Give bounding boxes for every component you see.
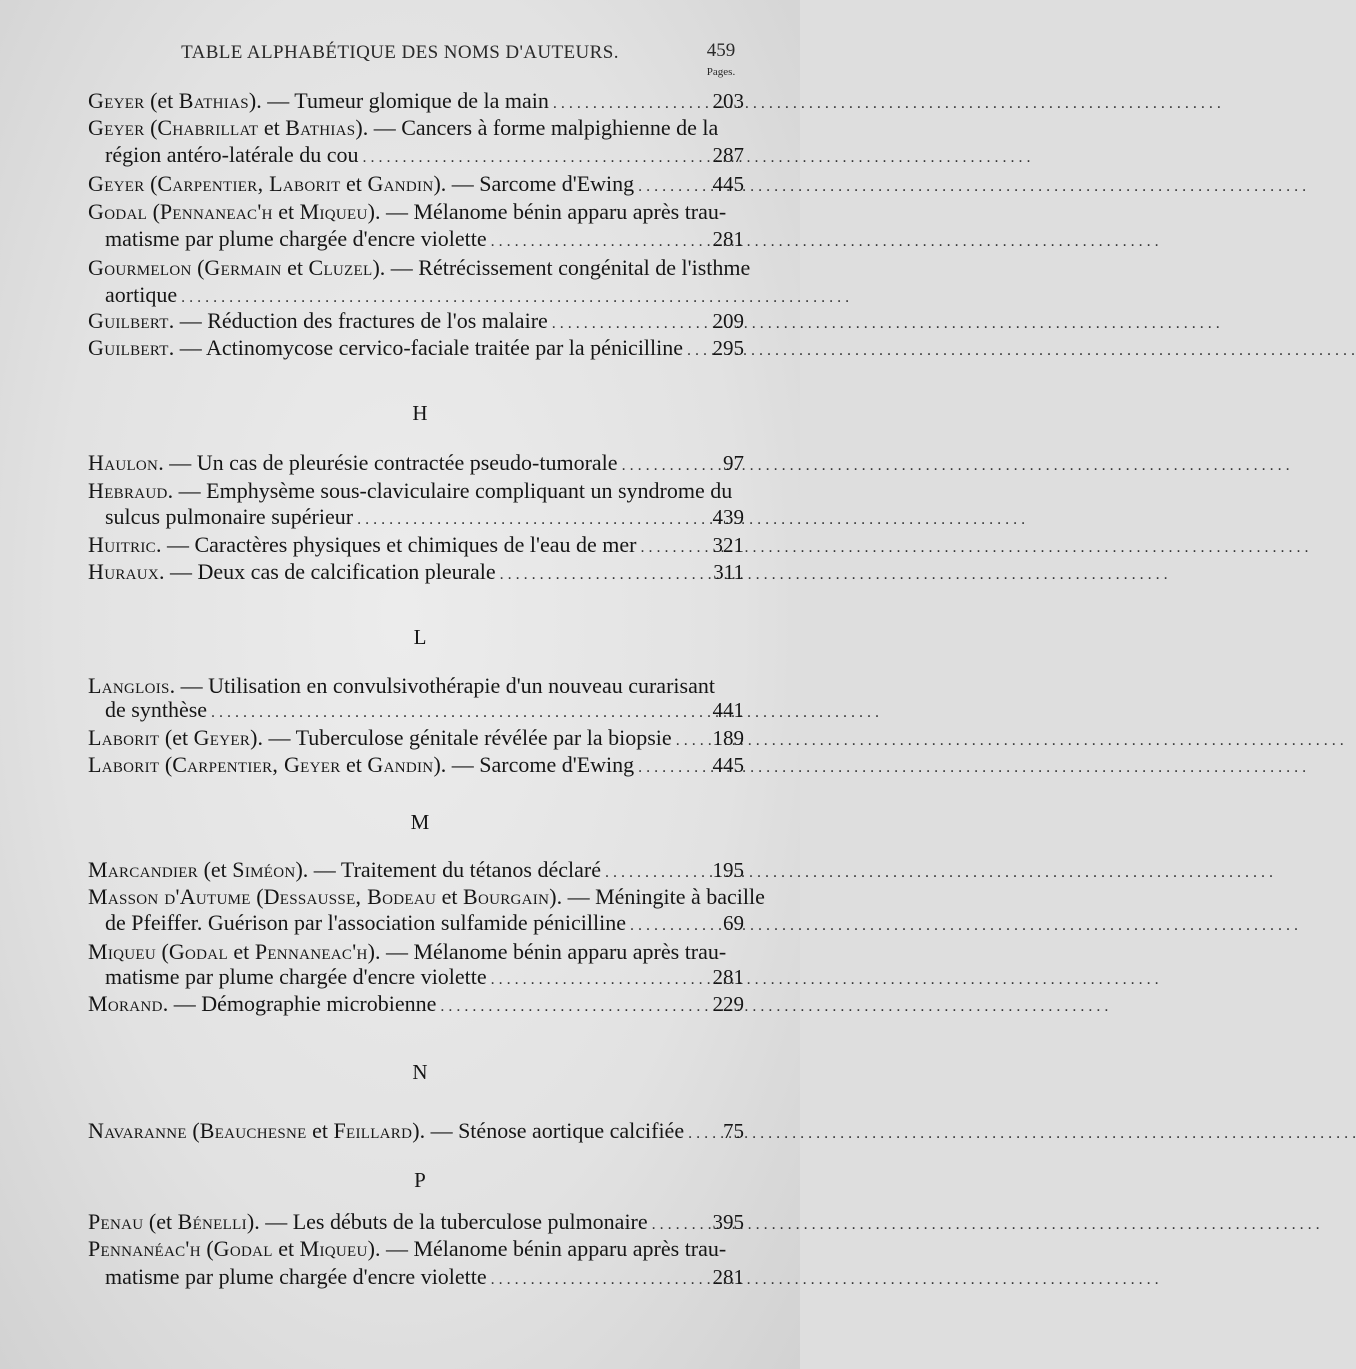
index-entry-line	[88, 750, 693, 780]
section-letter: L	[413, 625, 427, 649]
author-name: Geyer	[193, 725, 251, 750]
entry-text: ). — Sténose aortique calcifiée	[412, 1118, 685, 1143]
entry-page-number: 395	[712, 1210, 744, 1234]
author-name: Marcandier	[88, 857, 199, 882]
entry-text: ). — Cancers à forme malpighienne de la	[355, 115, 719, 140]
entry-text: et	[340, 752, 368, 777]
entry-page-number: 441	[712, 698, 744, 722]
index-entry-line	[105, 695, 693, 725]
author-name: Laborit	[88, 752, 160, 777]
entry-text: (et	[144, 88, 179, 113]
entry-page-number: 203	[712, 89, 744, 113]
author-name: Penau	[88, 1209, 144, 1234]
entry-text: (et	[198, 857, 233, 882]
author-name: Huraux	[88, 559, 160, 584]
entry-page-number: 445	[712, 753, 744, 777]
entry-text: (et	[143, 1209, 178, 1234]
author-name: Pennaneac'h	[159, 199, 273, 224]
entry-text: (et	[159, 725, 194, 750]
running-title: TABLE ALPHABÉTIQUE DES NOMS D'AUTEURS.	[181, 42, 619, 63]
author-name: Guilbert	[88, 335, 169, 360]
entry-text: . — Actinomycose cervico-faciale traitée par la pénicilline	[168, 335, 684, 360]
entry-text: de Pfeiffer. Guérison par l'association sulfamide pénicilline	[105, 910, 627, 935]
entry-page-number: 281	[712, 227, 744, 251]
author-name: Miqueu	[299, 199, 368, 224]
author-name: Haulon	[88, 450, 159, 475]
author-name: Bénelli	[177, 1209, 247, 1234]
author-name: Pennanéac'h	[88, 1236, 201, 1261]
entry-page-number: 69	[723, 911, 744, 935]
author-name: Gandin	[367, 752, 434, 777]
entry-text: (	[144, 115, 158, 140]
author-name: Miqueu	[88, 939, 157, 964]
author-name: Feillard	[333, 1118, 413, 1143]
index-entry-line	[105, 502, 693, 532]
entry-text: ). — Les débuts de la tuberculose pulmonaire	[246, 1209, 648, 1234]
author-name: Siméon	[232, 857, 296, 882]
entry-page-number: 75	[723, 1119, 744, 1143]
entry-text: ). — Mélanome bénin apparu après trau-	[367, 1236, 727, 1261]
page-number: 459	[706, 40, 736, 61]
index-entry-line	[105, 224, 693, 254]
author-name: Bathias	[285, 115, 356, 140]
entry-text: (	[186, 1118, 200, 1143]
author-name: Masson d'Autume	[88, 884, 251, 909]
entry-text: matisme par plume chargée d'encre violette	[105, 964, 487, 989]
entry-text: ). — Traitement du tétanos déclaré	[295, 857, 601, 882]
entry-text: (	[144, 171, 158, 196]
index-entry-line	[88, 855, 693, 885]
author-name: Chabrillat	[157, 115, 259, 140]
index-entry-line	[88, 723, 693, 753]
entry-page-number: 281	[712, 965, 744, 989]
author-name: Gandin	[367, 171, 434, 196]
section-letter: P	[414, 1168, 426, 1192]
entry-page-number: 445	[712, 172, 744, 196]
author-name: Pennaneac'h	[254, 939, 368, 964]
entry-page-number: 321	[712, 533, 744, 557]
index-entry-line	[88, 1207, 693, 1237]
entry-page-number: 195	[712, 858, 744, 882]
entry-text: (	[250, 884, 264, 909]
author-name: Bathias	[178, 88, 249, 113]
entry-text: ). — Mélanome bénin apparu après trau-	[367, 939, 727, 964]
entry-text: ). — Tumeur glomique de la main	[248, 88, 549, 113]
entry-text: et	[272, 199, 300, 224]
entry-page-number: 281	[712, 1265, 744, 1289]
entry-text: ). — Mélanome bénin apparu après trau-	[367, 199, 727, 224]
author-name: Geyer	[88, 171, 145, 196]
author-name: Godal	[88, 199, 148, 224]
entry-text: et	[340, 171, 368, 196]
index-entry-line	[88, 306, 693, 336]
index-entry-line	[105, 1262, 693, 1292]
author-name: Cluzel	[308, 255, 373, 280]
index-entry-line	[88, 1116, 693, 1146]
entry-page-number: 229	[712, 992, 744, 1016]
author-name: Hebraud	[88, 478, 168, 503]
entry-text: (	[147, 199, 160, 224]
index-entry-line	[105, 908, 693, 938]
author-name: Langlois	[88, 673, 170, 698]
author-name: Morand	[88, 991, 163, 1016]
index-entry-line	[88, 113, 719, 143]
entry-text: aortique	[105, 282, 178, 307]
entry-text: et	[306, 1118, 334, 1143]
entry-text: sulcus pulmonaire supérieur	[105, 504, 354, 529]
author-name: Gourmelon	[88, 255, 192, 280]
entry-text: et	[281, 255, 309, 280]
entry-text: ). — Rétrécissement congénital de l'isthme	[372, 255, 751, 280]
index-entry-line	[88, 1234, 727, 1264]
entry-text: . — Emphysème sous-claviculaire compliquant un syndrome du	[167, 478, 733, 503]
entry-text: matisme par plume chargée d'encre violette	[105, 226, 487, 251]
entry-page-number: 97	[723, 451, 744, 475]
author-name: Guilbert	[88, 308, 169, 333]
index-entry-line	[105, 962, 693, 992]
entry-page-number: 189	[712, 726, 744, 750]
entry-page-number: 439	[712, 505, 744, 529]
entry-text: . — Démographie microbienne	[162, 991, 437, 1016]
entry-text: matisme par plume chargée d'encre violette	[105, 1264, 487, 1289]
index-entry-line	[88, 333, 693, 363]
index-entry-line	[88, 448, 693, 478]
author-name: Dessausse, Bodeau	[263, 884, 437, 909]
index-entry-line	[88, 989, 693, 1019]
author-name: Beauchesne	[199, 1118, 307, 1143]
author-name: Godal	[168, 939, 228, 964]
pages-column-label: Pages.	[706, 66, 736, 78]
index-entry-line	[88, 86, 693, 116]
index-entry-line	[88, 197, 727, 227]
entry-text: et	[272, 1236, 300, 1261]
entry-text: et	[227, 939, 255, 964]
entry-text: (	[200, 1236, 214, 1261]
index-entry-line	[88, 253, 751, 283]
section-letter: N	[412, 1060, 428, 1084]
entry-text: . — Caractères physiques et chimiques de l'eau de mer	[155, 532, 637, 557]
author-name: Bourgain	[463, 884, 550, 909]
index-entry-line	[88, 557, 693, 587]
index-entry-line	[88, 530, 693, 560]
entry-text: . — Deux cas de calcification pleurale	[159, 559, 496, 584]
author-name: Geyer	[88, 88, 145, 113]
entry-text: et	[436, 884, 463, 909]
section-letter: M	[410, 810, 430, 834]
entry-text: . — Un cas de pleurésie contractée pseudo-tumorale	[158, 450, 618, 475]
entry-page-number: 209	[712, 309, 744, 333]
entry-text: région antéro-latérale du cou	[105, 142, 359, 167]
section-letter: H	[412, 401, 428, 425]
entry-text: et	[258, 115, 286, 140]
entry-text: (	[191, 255, 205, 280]
entry-text: ). — Sarcome d'Ewing	[433, 171, 635, 196]
author-name: Huitric	[88, 532, 156, 557]
entry-text: . — Utilisation en convulsivothérapie d'un nouveau curarisant	[169, 673, 715, 698]
entry-page-number: 287	[712, 143, 744, 167]
entry-text: (	[159, 752, 173, 777]
author-name: Carpentier, Laborit	[157, 171, 341, 196]
author-name: Geyer	[88, 115, 145, 140]
author-name: Laborit	[88, 725, 160, 750]
author-name: Carpentier, Geyer	[172, 752, 341, 777]
author-name: Miqueu	[299, 1236, 368, 1261]
entry-page-number: 311	[713, 560, 744, 584]
entry-text: ). — Méningite à bacille	[549, 884, 765, 909]
index-entry-line	[105, 140, 693, 170]
index-entry-line	[88, 169, 693, 199]
author-name: Germain	[204, 255, 282, 280]
entry-text: (	[156, 939, 169, 964]
entry-page-number: 295	[712, 336, 744, 360]
entry-text: de synthèse	[105, 697, 208, 722]
entry-text: ). — Tuberculose génitale révélée par la biopsie	[250, 725, 672, 750]
entry-text: ). — Sarcome d'Ewing	[433, 752, 635, 777]
author-name: Navaranne	[88, 1118, 187, 1143]
entry-text: . — Réduction des fractures de l'os malaire	[168, 308, 548, 333]
author-name: Godal	[213, 1236, 273, 1261]
